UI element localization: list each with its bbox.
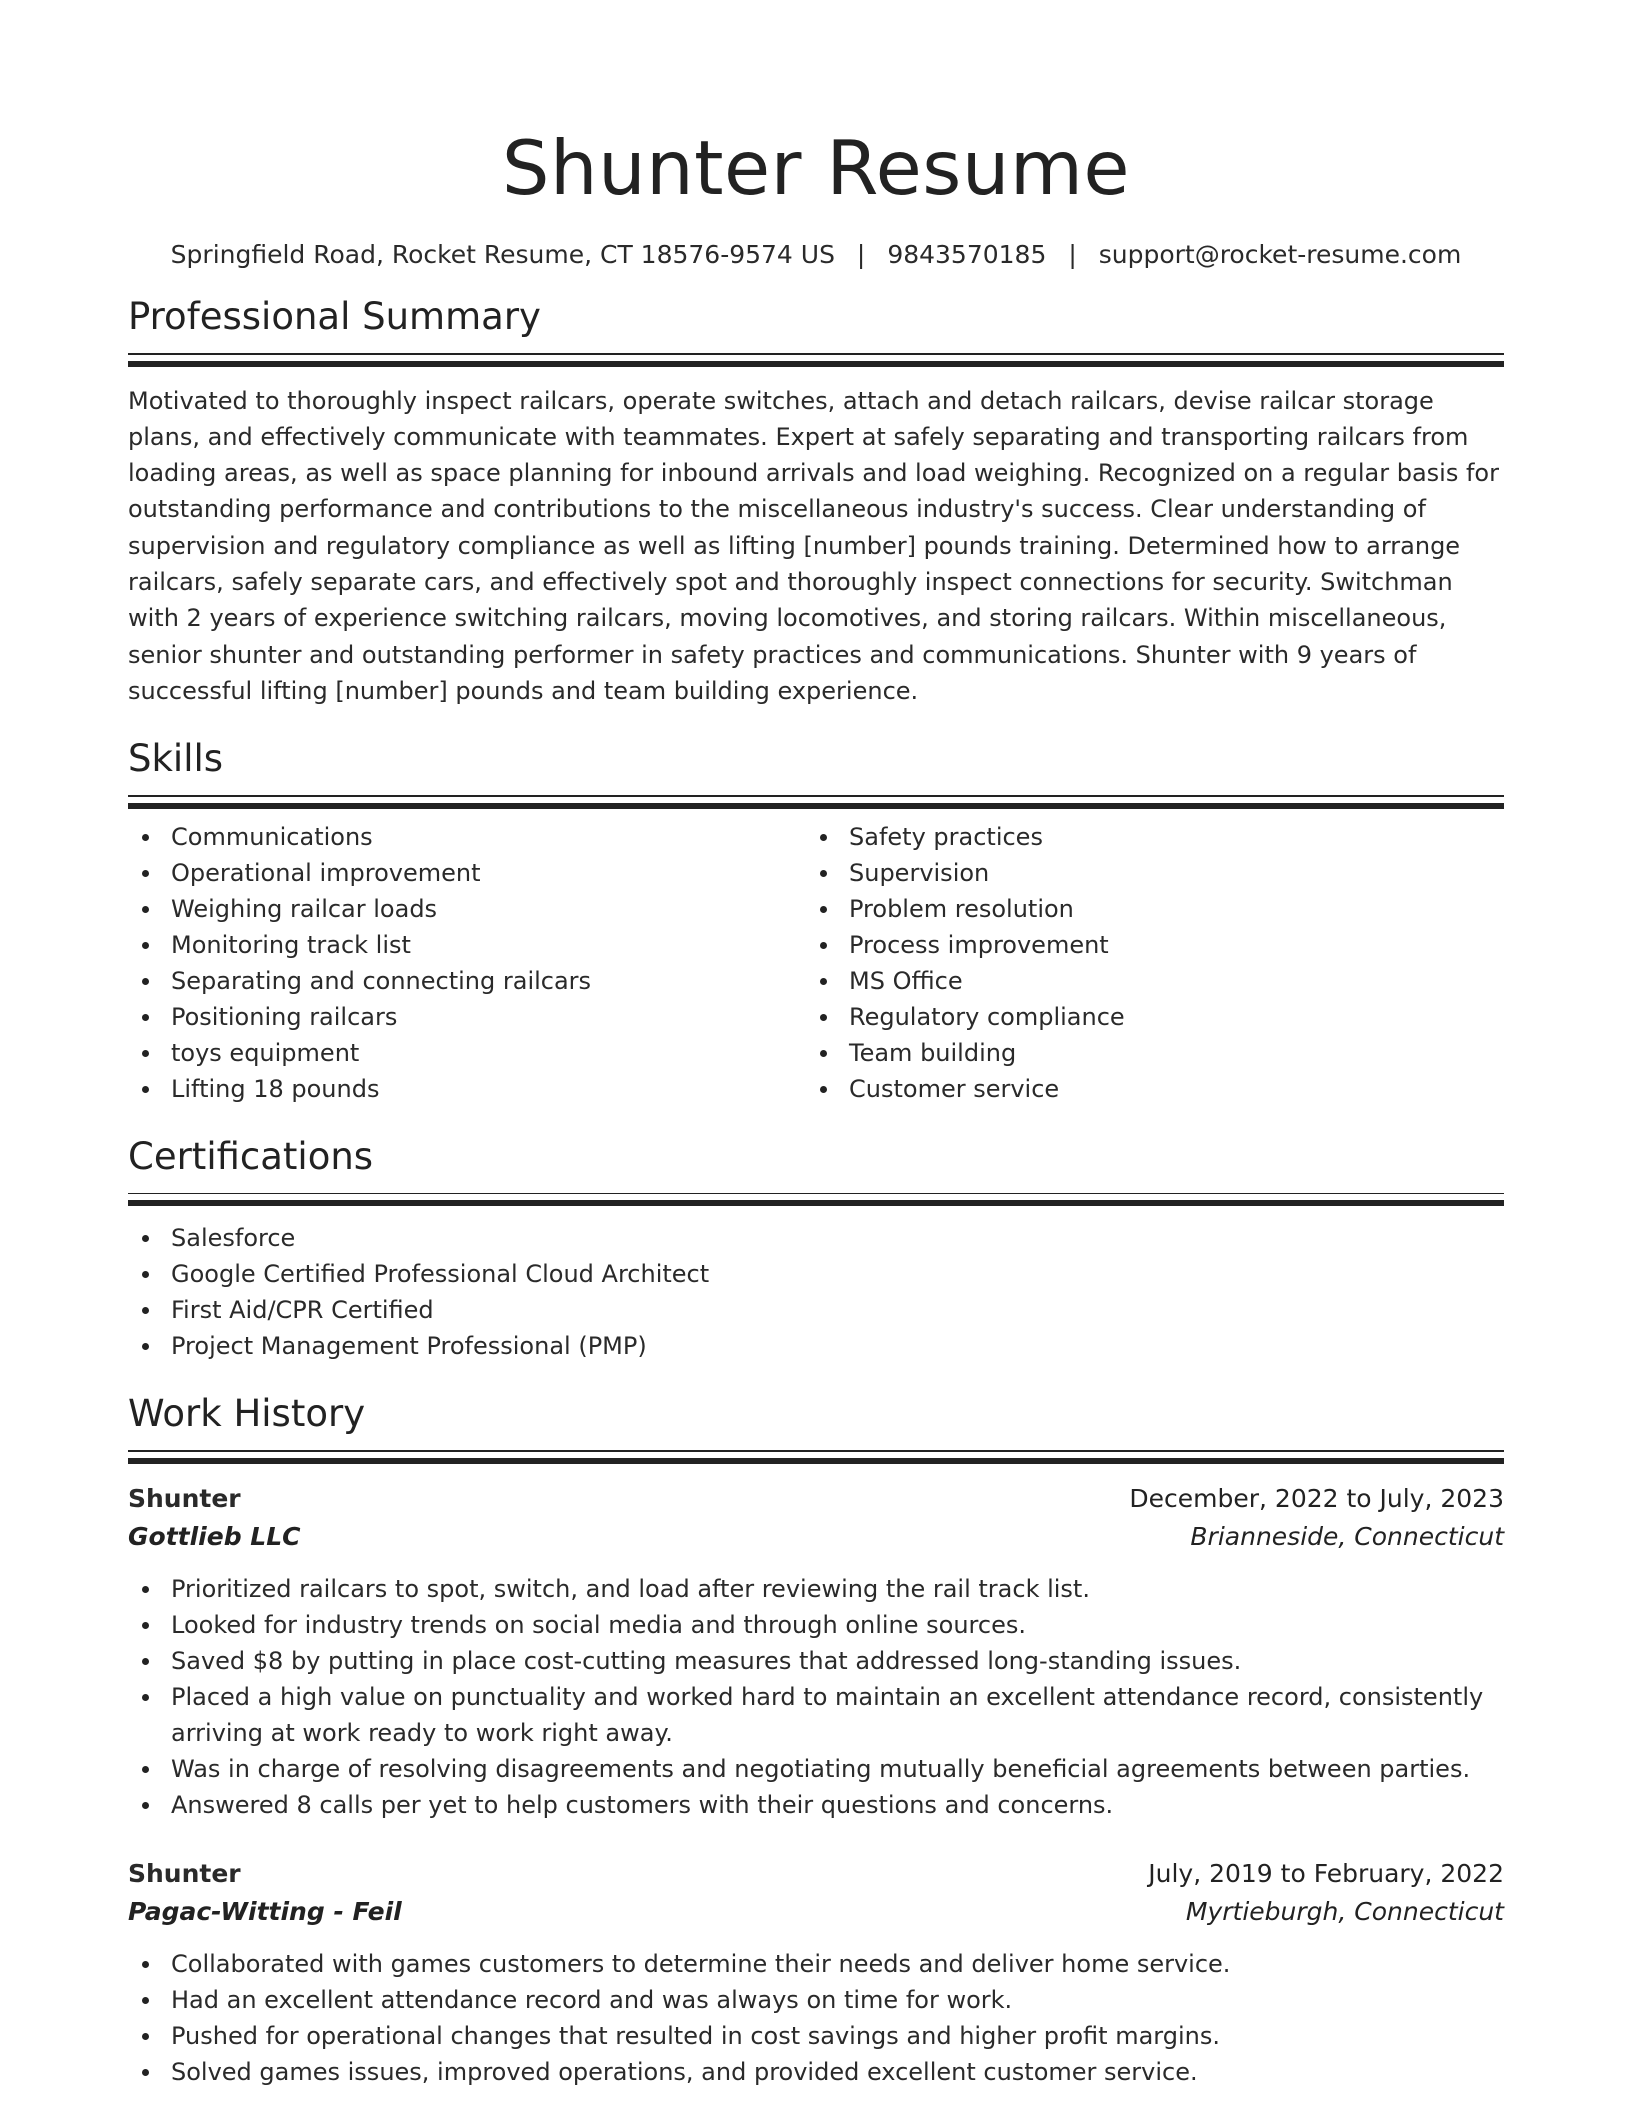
certification-item: Project Management Professional (PMP) (128, 1328, 1504, 1364)
section-title-skills: Skills (128, 737, 224, 781)
skill-item: Separating and connecting railcars (128, 963, 806, 999)
certifications-section (128, 1133, 1504, 1365)
skill-item: Lifting 18 pounds (128, 1071, 806, 1107)
skill-item: Communications (128, 819, 806, 855)
skill-item: Process improvement (806, 927, 1484, 963)
job-bullet: Saved $8 by putting in place cost-cutting measures that addressed long-standing issues. (128, 1643, 1504, 1679)
skill-item: Regulatory compliance (806, 999, 1484, 1035)
section-divider (128, 353, 1504, 355)
email: support@rocket-resume.com (1098, 240, 1462, 269)
certification-item: Google Certified Professional Cloud Architect (128, 1256, 1504, 1292)
certification-item: First Aid/CPR Certified (128, 1292, 1504, 1328)
job-dates: December, 2022 to July, 2023 (1129, 1483, 1504, 1513)
job-bullet: Had an excellent attendance record and was always on time for work. (128, 1982, 1504, 2018)
skill-item: MS Office (806, 963, 1484, 999)
section-title-work-history: Work History (128, 1392, 366, 1436)
resume-page (128, 0, 1504, 2090)
section-divider (128, 795, 1504, 797)
job-bullets (128, 1946, 1504, 2090)
resume-title: Shunter Resume (501, 124, 1131, 212)
skills-section (128, 735, 1504, 1107)
skill-item: Problem resolution (806, 891, 1484, 927)
job-company: Pagac-Witting - Feil (128, 1896, 402, 1926)
job-bullet: Answered 8 calls per yet to help customers with their questions and concerns. (128, 1787, 1504, 1823)
section-divider-thick (128, 361, 1504, 367)
job-title: Shunter (128, 1483, 241, 1513)
section-divider-thick (128, 1458, 1504, 1464)
skill-item: Safety practices (806, 819, 1484, 855)
job-company-row (128, 1893, 1504, 1931)
certifications-list (128, 1220, 1504, 1364)
job-header-row (128, 1855, 1504, 1893)
job-bullet: Looked for industry trends on social media and through online sources. (128, 1607, 1504, 1643)
contact-separator: | (1068, 240, 1077, 269)
skills-columns (128, 819, 1504, 1107)
skill-item: Team building (806, 1035, 1484, 1071)
summary-text: Motivated to thoroughly inspect railcars, operate switches, attach and detach railcars, devise railcar storage plans, and effectively communicate with teammates. Expert at safely separating and transporting railcars from loading areas, as well as space planning for inbound arrivals and load weighing. Recognized on a regular basis for outstanding performance and contributions to the miscellaneous industry's success. Clear understanding of supervision and regulatory compliance as well as lifting [number] pounds training. Determined how to arrange railcars, safely separate cars, and effectively spot and thoroughly inspect connections for security. Switchman with 2 years of experience switching railcars, moving locomotives, and storing railcars. Within miscellaneous, senior shunter and outstanding performer in safety practices and communications. Shunter with 9 years of successful lifting [number] pounds and team building experience. (128, 386, 1499, 705)
section-title-summary: Professional Summary (128, 295, 541, 338)
skill-item: Weighing railcar loads (128, 891, 806, 927)
address: Springfield Road, Rocket Resume, CT 18576-9574 US (170, 240, 835, 269)
section-divider (128, 1193, 1504, 1195)
job-entry (128, 1855, 1504, 2090)
job-header-row (128, 1480, 1504, 1518)
section-title-certifications: Certifications (128, 1134, 374, 1178)
skill-item: Operational improvement (128, 855, 806, 891)
job-bullet: Pushed for operational changes that resulted in cost savings and higher profit margins. (128, 2018, 1504, 2054)
phone: 9843570185 (887, 240, 1047, 269)
job-location: Brianneside, Connecticut (1190, 1521, 1504, 1551)
job-bullets (128, 1571, 1504, 1823)
section-divider-thick (128, 1200, 1504, 1206)
skill-item: Monitoring track list (128, 927, 806, 963)
job-location: Myrtieburgh, Connecticut (1185, 1896, 1504, 1926)
job-bullet: Solved games issues, improved operations, and provided excellent customer service. (128, 2054, 1504, 2090)
skill-item: Supervision (806, 855, 1484, 891)
job-entry (128, 1480, 1504, 1823)
job-bullet: Prioritized railcars to spot, switch, and load after reviewing the rail track list. (128, 1571, 1504, 1607)
skills-list-left (128, 819, 806, 1107)
job-company: Gottlieb LLC (128, 1521, 301, 1551)
certification-item: Salesforce (128, 1220, 1504, 1256)
summary-section (128, 293, 1504, 709)
section-divider-thick (128, 803, 1504, 809)
job-bullet: Placed a high value on punctuality and worked hard to maintain an excellent attendance record, consistently arriving at work ready to work right away. (128, 1679, 1504, 1751)
skill-item: toys equipment (128, 1035, 806, 1071)
section-divider (128, 1450, 1504, 1452)
job-company-row (128, 1518, 1504, 1556)
skill-item: Positioning railcars (128, 999, 806, 1035)
work-history-section (128, 1390, 1504, 2090)
job-bullet: Collaborated with games customers to determine their needs and deliver home service. (128, 1946, 1504, 1982)
job-dates: July, 2019 to February, 2022 (1148, 1858, 1504, 1888)
contact-separator: | (856, 240, 866, 269)
contact-line (128, 238, 1504, 272)
job-bullet: Was in charge of resolving disagreements and negotiating mutually beneficial agreements between parties. (128, 1751, 1504, 1787)
skills-list-right (806, 819, 1484, 1107)
skill-item: Customer service (806, 1071, 1484, 1107)
job-title: Shunter (128, 1858, 241, 1888)
